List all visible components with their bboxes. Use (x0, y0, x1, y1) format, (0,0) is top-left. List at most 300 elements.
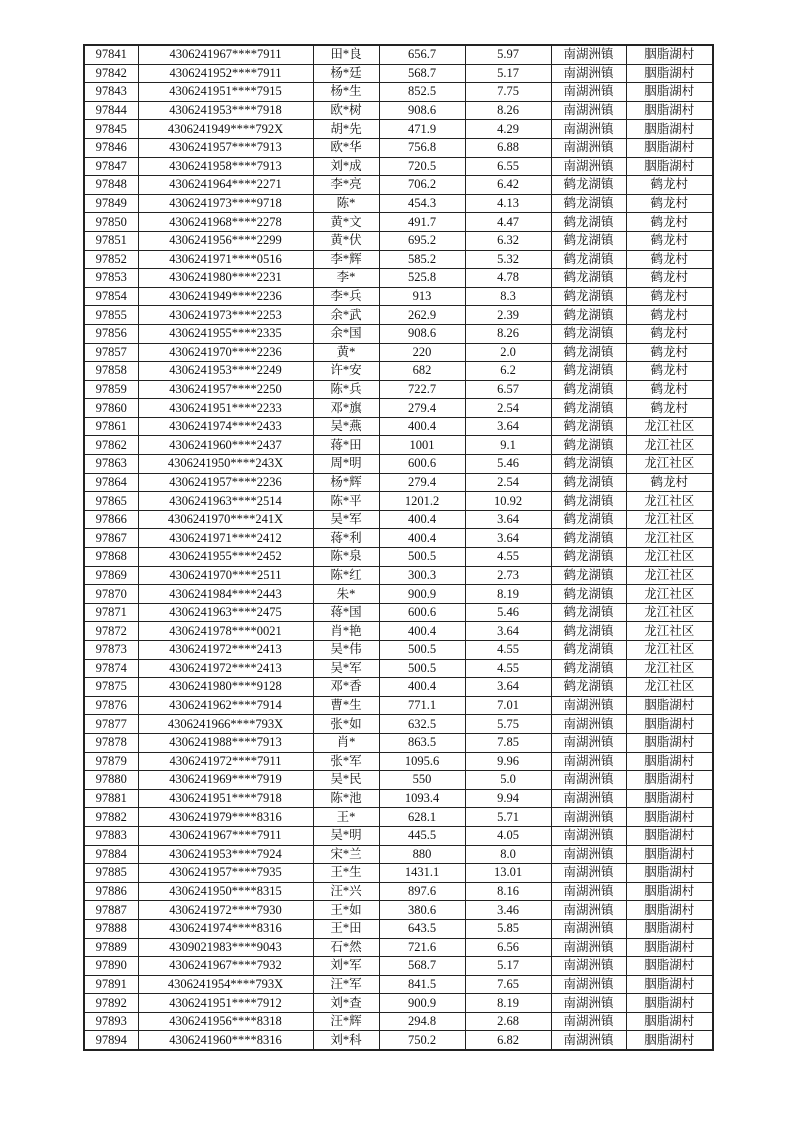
table-row (84, 250, 713, 269)
amount-cell: 585.2 (379, 250, 465, 269)
id-number-cell: 4306241957****7935 (138, 864, 313, 883)
row-number-cell: 97851 (84, 231, 138, 250)
village-cell: 胭脂湖村 (626, 120, 713, 139)
amount-cell: 695.2 (379, 231, 465, 250)
table-row (84, 901, 713, 920)
village-cell: 龙江社区 (626, 566, 713, 585)
town-cell: 南湖洲镇 (551, 696, 626, 715)
town-cell: 南湖洲镇 (551, 101, 626, 120)
town-cell: 南湖洲镇 (551, 994, 626, 1013)
row-number-cell: 97885 (84, 864, 138, 883)
subsidy-cell: 10.92 (465, 492, 551, 511)
row-number-cell: 97881 (84, 789, 138, 808)
name-cell: 吴*明 (313, 826, 379, 845)
subsidy-cell: 3.64 (465, 529, 551, 548)
name-cell: 陈*泉 (313, 548, 379, 567)
row-number-cell: 97892 (84, 994, 138, 1013)
name-cell: 欧*华 (313, 138, 379, 157)
table-row (84, 362, 713, 381)
subsidy-cell: 6.42 (465, 176, 551, 195)
table-row (84, 975, 713, 994)
village-cell: 胭脂湖村 (626, 938, 713, 957)
town-cell: 鹤龙湖镇 (551, 380, 626, 399)
subsidy-cell: 9.1 (465, 436, 551, 455)
town-cell: 南湖洲镇 (551, 826, 626, 845)
subsidy-cell: 3.64 (465, 622, 551, 641)
town-cell: 鹤龙湖镇 (551, 585, 626, 604)
table-row (84, 436, 713, 455)
id-number-cell: 4306241974****8316 (138, 919, 313, 938)
town-cell: 南湖洲镇 (551, 157, 626, 176)
village-cell: 鹤龙村 (626, 399, 713, 418)
name-cell: 王*生 (313, 864, 379, 883)
name-cell: 田*良 (313, 45, 379, 64)
subsidy-cell: 5.71 (465, 808, 551, 827)
row-number-cell: 97853 (84, 269, 138, 288)
name-cell: 刘*成 (313, 157, 379, 176)
amount-cell: 500.5 (379, 659, 465, 678)
amount-cell: 643.5 (379, 919, 465, 938)
name-cell: 李*辉 (313, 250, 379, 269)
subsidy-cell: 8.0 (465, 845, 551, 864)
id-number-cell: 4306241967****7911 (138, 45, 313, 64)
village-cell: 鹤龙村 (626, 194, 713, 213)
village-cell: 龙江社区 (626, 529, 713, 548)
id-number-cell: 4306241970****241X (138, 510, 313, 529)
amount-cell: 721.6 (379, 938, 465, 957)
amount-cell: 491.7 (379, 213, 465, 232)
village-cell: 龙江社区 (626, 436, 713, 455)
id-number-cell: 4306241949****2236 (138, 287, 313, 306)
town-cell: 鹤龙湖镇 (551, 622, 626, 641)
id-number-cell: 4306241951****7918 (138, 789, 313, 808)
village-cell: 胭脂湖村 (626, 64, 713, 83)
amount-cell: 880 (379, 845, 465, 864)
subsidy-cell: 8.26 (465, 324, 551, 343)
town-cell: 南湖洲镇 (551, 64, 626, 83)
table-row (84, 343, 713, 362)
town-cell: 鹤龙湖镇 (551, 492, 626, 511)
table-row (84, 138, 713, 157)
subsidy-cell: 8.26 (465, 101, 551, 120)
row-number-cell: 97871 (84, 603, 138, 622)
subsidy-cell: 7.01 (465, 696, 551, 715)
town-cell: 鹤龙湖镇 (551, 250, 626, 269)
town-cell: 鹤龙湖镇 (551, 603, 626, 622)
id-number-cell: 4306241972****2413 (138, 659, 313, 678)
name-cell: 刘*军 (313, 957, 379, 976)
village-cell: 胭脂湖村 (626, 1012, 713, 1031)
id-number-cell: 4306241960****2437 (138, 436, 313, 455)
id-number-cell: 4306241969****7919 (138, 771, 313, 790)
village-cell: 龙江社区 (626, 678, 713, 697)
town-cell: 鹤龙湖镇 (551, 529, 626, 548)
amount-cell: 1001 (379, 436, 465, 455)
id-number-cell: 4306241958****7913 (138, 157, 313, 176)
town-cell: 鹤龙湖镇 (551, 417, 626, 436)
row-number-cell: 97857 (84, 343, 138, 362)
subsidy-cell: 2.73 (465, 566, 551, 585)
village-cell: 龙江社区 (626, 603, 713, 622)
village-cell: 龙江社区 (626, 585, 713, 604)
village-cell: 胭脂湖村 (626, 845, 713, 864)
id-number-cell: 4306241953****7918 (138, 101, 313, 120)
table-row (84, 473, 713, 492)
amount-cell: 400.4 (379, 510, 465, 529)
name-cell: 吴*燕 (313, 417, 379, 436)
town-cell: 鹤龙湖镇 (551, 436, 626, 455)
village-cell: 胭脂湖村 (626, 919, 713, 938)
id-number-cell: 4306241964****2271 (138, 176, 313, 195)
table-row (84, 566, 713, 585)
name-cell: 张*如 (313, 715, 379, 734)
name-cell: 汪*军 (313, 975, 379, 994)
name-cell: 周*明 (313, 455, 379, 474)
row-number-cell: 97863 (84, 455, 138, 474)
table-row (84, 585, 713, 604)
id-number-cell: 4306241962****7914 (138, 696, 313, 715)
table-row (84, 938, 713, 957)
row-number-cell: 97843 (84, 83, 138, 102)
amount-cell: 400.4 (379, 678, 465, 697)
town-cell: 鹤龙湖镇 (551, 510, 626, 529)
name-cell: 蒋*利 (313, 529, 379, 548)
amount-cell: 400.4 (379, 529, 465, 548)
village-cell: 胭脂湖村 (626, 789, 713, 808)
subsidy-cell: 4.47 (465, 213, 551, 232)
table-row (84, 957, 713, 976)
name-cell: 肖*艳 (313, 622, 379, 641)
table-row (84, 120, 713, 139)
town-cell: 鹤龙湖镇 (551, 231, 626, 250)
town-cell: 南湖洲镇 (551, 138, 626, 157)
table-row (84, 64, 713, 83)
village-cell: 胭脂湖村 (626, 1031, 713, 1050)
town-cell: 鹤龙湖镇 (551, 306, 626, 325)
subsidy-cell: 4.05 (465, 826, 551, 845)
village-cell: 龙江社区 (626, 622, 713, 641)
table-body (84, 45, 713, 1050)
subsidy-cell: 8.3 (465, 287, 551, 306)
id-number-cell: 4306241957****2250 (138, 380, 313, 399)
name-cell: 吴*民 (313, 771, 379, 790)
subsidy-cell: 9.94 (465, 789, 551, 808)
row-number-cell: 97872 (84, 622, 138, 641)
id-number-cell: 4306241971****0516 (138, 250, 313, 269)
village-cell: 胭脂湖村 (626, 826, 713, 845)
row-number-cell: 97870 (84, 585, 138, 604)
village-cell: 鹤龙村 (626, 380, 713, 399)
row-number-cell: 97873 (84, 641, 138, 660)
subsidy-cell: 3.46 (465, 901, 551, 920)
amount-cell: 756.8 (379, 138, 465, 157)
row-number-cell: 97877 (84, 715, 138, 734)
village-cell: 鹤龙村 (626, 250, 713, 269)
name-cell: 欧*树 (313, 101, 379, 120)
amount-cell: 1095.6 (379, 752, 465, 771)
name-cell: 胡*先 (313, 120, 379, 139)
name-cell: 李*亮 (313, 176, 379, 195)
table-row (84, 659, 713, 678)
name-cell: 李*兵 (313, 287, 379, 306)
town-cell: 鹤龙湖镇 (551, 548, 626, 567)
amount-cell: 722.7 (379, 380, 465, 399)
amount-cell: 600.6 (379, 455, 465, 474)
amount-cell: 1201.2 (379, 492, 465, 511)
amount-cell: 568.7 (379, 64, 465, 83)
amount-cell: 1431.1 (379, 864, 465, 883)
table-row (84, 622, 713, 641)
name-cell: 余*武 (313, 306, 379, 325)
table-row (84, 157, 713, 176)
name-cell: 吴*军 (313, 510, 379, 529)
row-number-cell: 97886 (84, 882, 138, 901)
id-number-cell: 4306241957****2236 (138, 473, 313, 492)
name-cell: 杨*生 (313, 83, 379, 102)
table-row (84, 808, 713, 827)
village-cell: 鹤龙村 (626, 269, 713, 288)
row-number-cell: 97859 (84, 380, 138, 399)
amount-cell: 454.3 (379, 194, 465, 213)
id-number-cell: 4306241950****8315 (138, 882, 313, 901)
amount-cell: 550 (379, 771, 465, 790)
amount-cell: 628.1 (379, 808, 465, 827)
table-row (84, 603, 713, 622)
row-number-cell: 97893 (84, 1012, 138, 1031)
id-number-cell: 4306241980****2231 (138, 269, 313, 288)
table-row (84, 678, 713, 697)
amount-cell: 841.5 (379, 975, 465, 994)
id-number-cell: 4306241972****7930 (138, 901, 313, 920)
amount-cell: 750.2 (379, 1031, 465, 1050)
village-cell: 胭脂湖村 (626, 101, 713, 120)
row-number-cell: 97844 (84, 101, 138, 120)
name-cell: 黄* (313, 343, 379, 362)
row-number-cell: 97874 (84, 659, 138, 678)
town-cell: 南湖洲镇 (551, 938, 626, 957)
village-cell: 胭脂湖村 (626, 157, 713, 176)
row-number-cell: 97856 (84, 324, 138, 343)
table-row (84, 287, 713, 306)
town-cell: 南湖洲镇 (551, 845, 626, 864)
town-cell: 鹤龙湖镇 (551, 455, 626, 474)
village-cell: 胭脂湖村 (626, 994, 713, 1013)
id-number-cell: 4306241978****0021 (138, 622, 313, 641)
name-cell: 蒋*田 (313, 436, 379, 455)
amount-cell: 771.1 (379, 696, 465, 715)
subsidy-cell: 4.55 (465, 659, 551, 678)
subsidy-cell: 6.2 (465, 362, 551, 381)
subsidy-cell: 5.97 (465, 45, 551, 64)
town-cell: 南湖洲镇 (551, 752, 626, 771)
town-cell: 鹤龙湖镇 (551, 287, 626, 306)
row-number-cell: 97845 (84, 120, 138, 139)
amount-cell: 852.5 (379, 83, 465, 102)
amount-cell: 279.4 (379, 399, 465, 418)
town-cell: 鹤龙湖镇 (551, 194, 626, 213)
table-row (84, 1012, 713, 1031)
id-number-cell: 4306241971****2412 (138, 529, 313, 548)
name-cell: 朱* (313, 585, 379, 604)
subsidy-cell: 7.65 (465, 975, 551, 994)
name-cell: 陈*池 (313, 789, 379, 808)
name-cell: 刘*查 (313, 994, 379, 1013)
table-row (84, 752, 713, 771)
amount-cell: 632.5 (379, 715, 465, 734)
village-cell: 龙江社区 (626, 417, 713, 436)
table-row (84, 306, 713, 325)
table-row (84, 789, 713, 808)
village-cell: 胭脂湖村 (626, 733, 713, 752)
id-number-cell: 4306241972****7911 (138, 752, 313, 771)
row-number-cell: 97854 (84, 287, 138, 306)
amount-cell: 706.2 (379, 176, 465, 195)
name-cell: 曹*生 (313, 696, 379, 715)
id-number-cell: 4309021983****9043 (138, 938, 313, 957)
table-row (84, 45, 713, 64)
table-row (84, 1031, 713, 1050)
subsidy-cell: 8.19 (465, 994, 551, 1013)
id-number-cell: 4306241957****7913 (138, 138, 313, 157)
id-number-cell: 4306241980****9128 (138, 678, 313, 697)
table-row (84, 399, 713, 418)
village-cell: 鹤龙村 (626, 287, 713, 306)
amount-cell: 908.6 (379, 324, 465, 343)
subsidy-cell: 9.96 (465, 752, 551, 771)
amount-cell: 262.9 (379, 306, 465, 325)
village-cell: 鹤龙村 (626, 343, 713, 362)
table-row (84, 864, 713, 883)
name-cell: 陈*红 (313, 566, 379, 585)
id-number-cell: 4306241963****2514 (138, 492, 313, 511)
table-row (84, 213, 713, 232)
id-number-cell: 4306241967****7932 (138, 957, 313, 976)
subsidy-cell: 5.46 (465, 603, 551, 622)
row-number-cell: 97846 (84, 138, 138, 157)
name-cell: 陈*兵 (313, 380, 379, 399)
subsidy-cell: 6.56 (465, 938, 551, 957)
name-cell: 王*田 (313, 919, 379, 938)
subsidy-cell: 8.16 (465, 882, 551, 901)
village-cell: 胭脂湖村 (626, 957, 713, 976)
id-number-cell: 4306241953****2249 (138, 362, 313, 381)
amount-cell: 908.6 (379, 101, 465, 120)
subsidy-cell: 2.68 (465, 1012, 551, 1031)
row-number-cell: 97876 (84, 696, 138, 715)
town-cell: 鹤龙湖镇 (551, 343, 626, 362)
name-cell: 邓*香 (313, 678, 379, 697)
data-table (83, 44, 714, 1051)
row-number-cell: 97855 (84, 306, 138, 325)
village-cell: 龙江社区 (626, 641, 713, 660)
village-cell: 龙江社区 (626, 659, 713, 678)
subsidy-cell: 6.82 (465, 1031, 551, 1050)
name-cell: 许*安 (313, 362, 379, 381)
id-number-cell: 4306241970****2236 (138, 343, 313, 362)
subsidy-cell: 6.57 (465, 380, 551, 399)
subsidy-cell: 5.46 (465, 455, 551, 474)
id-number-cell: 4306241954****793X (138, 975, 313, 994)
village-cell: 胭脂湖村 (626, 752, 713, 771)
subsidy-cell: 3.64 (465, 510, 551, 529)
name-cell: 邓*旗 (313, 399, 379, 418)
row-number-cell: 97862 (84, 436, 138, 455)
table-row (84, 101, 713, 120)
id-number-cell: 4306241953****7924 (138, 845, 313, 864)
amount-cell: 300.3 (379, 566, 465, 585)
subsidy-cell: 2.39 (465, 306, 551, 325)
table-row (84, 380, 713, 399)
village-cell: 鹤龙村 (626, 362, 713, 381)
village-cell: 龙江社区 (626, 455, 713, 474)
table-row (84, 994, 713, 1013)
row-number-cell: 97887 (84, 901, 138, 920)
town-cell: 南湖洲镇 (551, 771, 626, 790)
town-cell: 南湖洲镇 (551, 882, 626, 901)
name-cell: 汪*辉 (313, 1012, 379, 1031)
town-cell: 鹤龙湖镇 (551, 213, 626, 232)
name-cell: 杨*辉 (313, 473, 379, 492)
id-number-cell: 4306241966****793X (138, 715, 313, 734)
amount-cell: 682 (379, 362, 465, 381)
table-row (84, 696, 713, 715)
amount-cell: 400.4 (379, 622, 465, 641)
subsidy-cell: 2.54 (465, 399, 551, 418)
row-number-cell: 97869 (84, 566, 138, 585)
row-number-cell: 97861 (84, 417, 138, 436)
id-number-cell: 4306241960****8316 (138, 1031, 313, 1050)
name-cell: 吴*军 (313, 659, 379, 678)
town-cell: 鹤龙湖镇 (551, 399, 626, 418)
subsidy-cell: 5.0 (465, 771, 551, 790)
amount-cell: 656.7 (379, 45, 465, 64)
table-row (84, 269, 713, 288)
village-cell: 鹤龙村 (626, 213, 713, 232)
id-number-cell: 4306241963****2475 (138, 603, 313, 622)
id-number-cell: 4306241952****7911 (138, 64, 313, 83)
village-cell: 龙江社区 (626, 492, 713, 511)
subsidy-cell: 5.17 (465, 64, 551, 83)
row-number-cell: 97852 (84, 250, 138, 269)
town-cell: 南湖洲镇 (551, 901, 626, 920)
row-number-cell: 97867 (84, 529, 138, 548)
id-number-cell: 4306241973****9718 (138, 194, 313, 213)
town-cell: 鹤龙湖镇 (551, 678, 626, 697)
village-cell: 胭脂湖村 (626, 83, 713, 102)
town-cell: 鹤龙湖镇 (551, 566, 626, 585)
town-cell: 鹤龙湖镇 (551, 176, 626, 195)
id-number-cell: 4306241967****7911 (138, 826, 313, 845)
row-number-cell: 97865 (84, 492, 138, 511)
table-row (84, 529, 713, 548)
town-cell: 鹤龙湖镇 (551, 324, 626, 343)
subsidy-cell: 4.55 (465, 548, 551, 567)
row-number-cell: 97849 (84, 194, 138, 213)
row-number-cell: 97878 (84, 733, 138, 752)
village-cell: 龙江社区 (626, 510, 713, 529)
subsidy-cell: 8.19 (465, 585, 551, 604)
town-cell: 南湖洲镇 (551, 1012, 626, 1031)
subsidy-cell: 6.55 (465, 157, 551, 176)
table-row (84, 826, 713, 845)
id-number-cell: 4306241955****2335 (138, 324, 313, 343)
name-cell: 蒋*国 (313, 603, 379, 622)
id-number-cell: 4306241956****8318 (138, 1012, 313, 1031)
subsidy-cell: 4.13 (465, 194, 551, 213)
id-number-cell: 4306241979****8316 (138, 808, 313, 827)
amount-cell: 863.5 (379, 733, 465, 752)
name-cell: 陈*平 (313, 492, 379, 511)
